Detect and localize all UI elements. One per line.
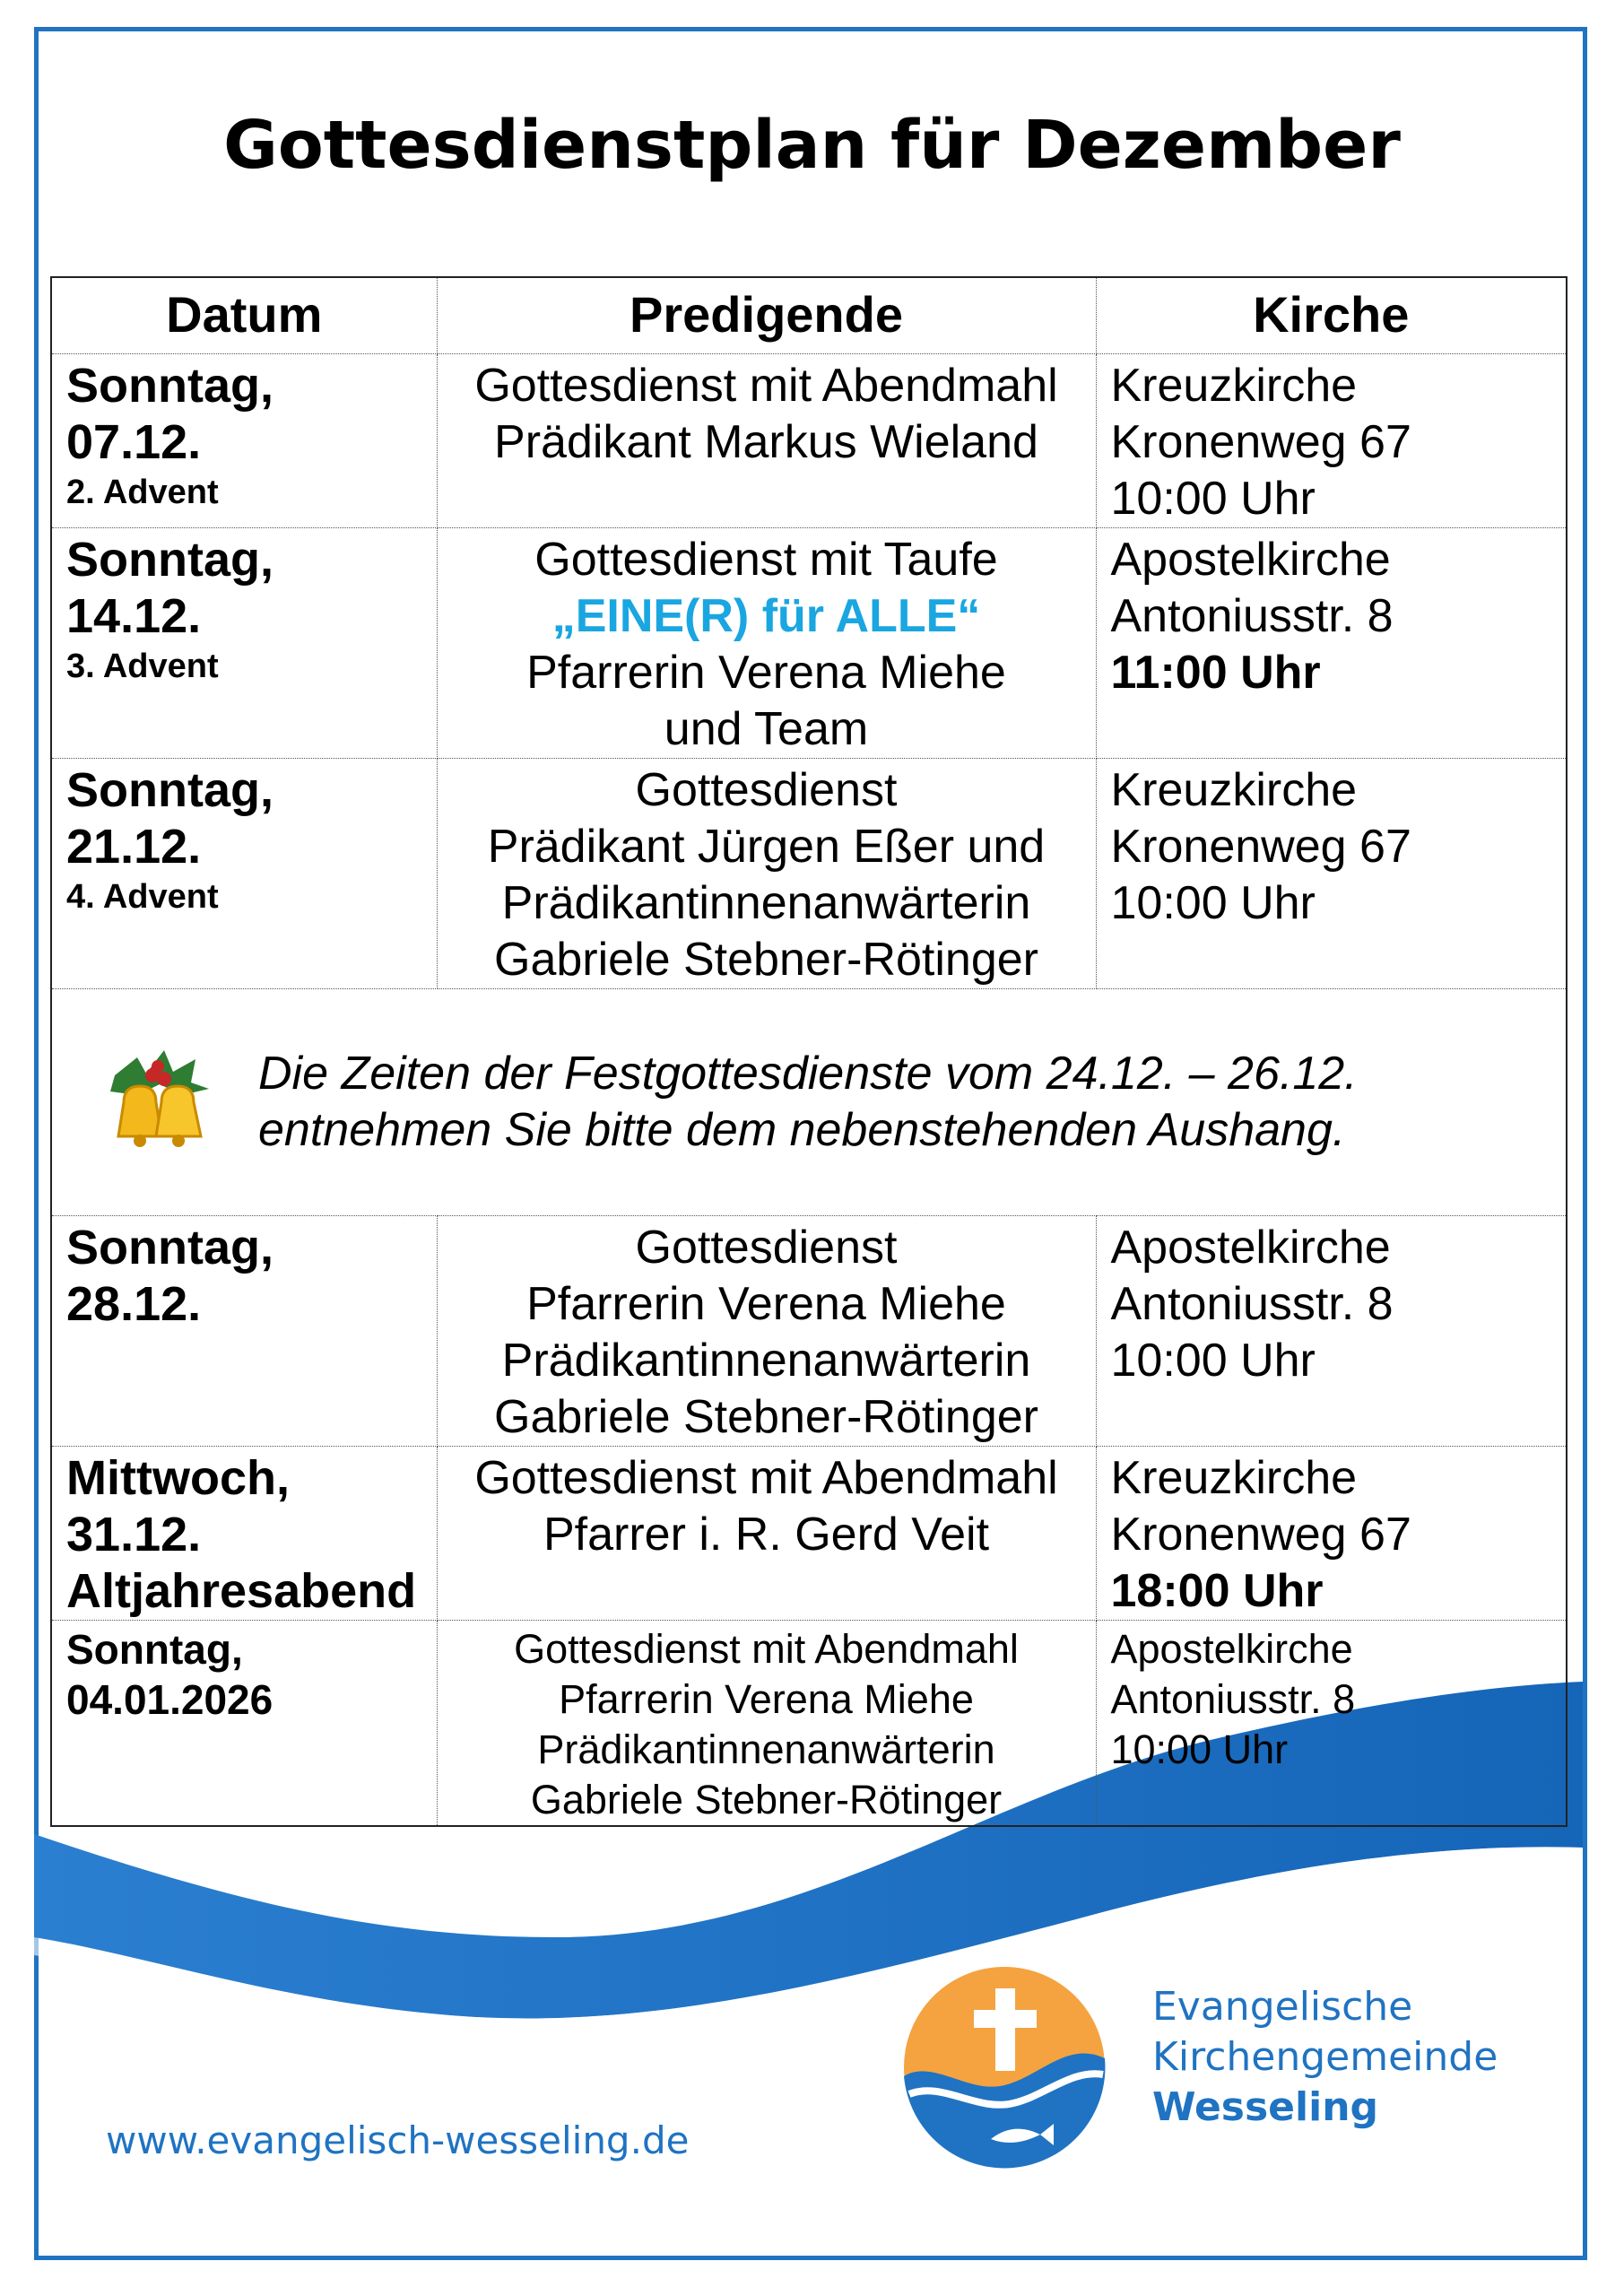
service-time: 18:00 Uhr [1110, 1565, 1324, 1617]
service-time: 11:00 Uhr [1110, 647, 1321, 699]
preacher-name: Pfarrerin Verena Miehe [526, 1278, 1006, 1330]
preacher-cell [437, 1621, 1096, 1827]
header-kirche: Kirche [1096, 277, 1567, 354]
church-name: Kreuzkirche [1110, 360, 1358, 412]
service-time: 10:00 Uhr [1110, 877, 1316, 929]
date: 14.12. [66, 589, 202, 643]
church-cell [1096, 1621, 1567, 1827]
website-url: www.evangelisch-wesseling.de [106, 2118, 690, 2162]
preacher-name: Gabriele Stebner-Rötinger [494, 1391, 1038, 1443]
preacher-cell [437, 1447, 1096, 1621]
christmas-notice-row [51, 989, 1567, 1216]
weekday: Sonntag, [66, 1221, 274, 1274]
weekday: Sonntag, [66, 359, 274, 413]
date-cell [51, 1621, 437, 1827]
church-address: Antoniusstr. 8 [1110, 1278, 1394, 1330]
notice-line-2: entnehmen Sie bitte dem nebenstehenden Aushang. [258, 1104, 1346, 1156]
church-cell [1096, 528, 1567, 759]
preacher-name: Prädikant Markus Wieland [494, 416, 1038, 468]
preacher-name: Prädikantinnenanwärterin [501, 1335, 1031, 1387]
weekday: Sonntag, [66, 1626, 243, 1673]
service-type: Gottesdienst mit Taufe [534, 534, 998, 586]
org-line-2: Kirchengemeinde [1152, 2034, 1498, 2080]
service-type: Gottesdienst mit Abendmahl [474, 360, 1058, 412]
christmas-bells-icon [97, 1039, 222, 1165]
header-predigende: Predigende [437, 277, 1096, 354]
table-row [51, 354, 1567, 528]
org-line-3: Wesseling [1152, 2084, 1379, 2130]
church-address: Kronenweg 67 [1110, 821, 1411, 873]
church-name: Apostelkirche [1110, 534, 1391, 586]
weekday: Sonntag, [66, 763, 274, 817]
service-motto: „EINE(R) für ALLE“ [551, 590, 981, 642]
weekday: Mittwoch, [66, 1451, 290, 1505]
church-name: Apostelkirche [1110, 1626, 1353, 1672]
preacher-cell [437, 528, 1096, 759]
church-address: Kronenweg 67 [1110, 416, 1411, 468]
service-type: Gottesdienst [635, 1222, 898, 1274]
organization-name [1152, 1982, 1498, 2133]
service-type: Gottesdienst mit Abendmahl [474, 1452, 1058, 1504]
table-row [51, 1621, 1567, 1827]
church-cell [1096, 1216, 1567, 1447]
service-time: 10:00 Uhr [1110, 473, 1316, 525]
weekday: Sonntag, [66, 533, 274, 587]
table-row [51, 1447, 1567, 1621]
preacher-name: Pfarrerin Verena Miehe [526, 647, 1006, 699]
table-row [51, 1216, 1567, 1447]
date: 31.12. [66, 1508, 202, 1561]
preacher-team: und Team [664, 703, 869, 755]
service-type: Gottesdienst mit Abendmahl [514, 1626, 1019, 1672]
preacher-name: Prädikantinnenanwärterin [537, 1726, 995, 1772]
preacher-cell [437, 354, 1096, 528]
table-header-row [51, 277, 1567, 354]
table-row [51, 528, 1567, 759]
church-name: Kreuzkirche [1110, 1452, 1358, 1504]
date-cell [51, 528, 437, 759]
service-time: 10:00 Uhr [1110, 1335, 1316, 1387]
preacher-name: Prädikantinnenanwärterin [501, 877, 1031, 929]
preacher-name: Prädikant Jürgen Eßer und [487, 821, 1046, 873]
christmas-notice-cell [51, 989, 1567, 1216]
church-cell [1096, 1447, 1567, 1621]
service-schedule-table [50, 276, 1568, 1827]
date: 28.12. [66, 1277, 202, 1331]
church-address: Antoniusstr. 8 [1110, 1676, 1356, 1722]
occasion: Altjahresabend [66, 1564, 417, 1618]
date: 07.12. [66, 415, 202, 469]
church-logo-icon [897, 1960, 1112, 2175]
preacher-name: Pfarrerin Verena Miehe [559, 1676, 974, 1722]
date-cell [51, 759, 437, 989]
church-address: Antoniusstr. 8 [1110, 590, 1394, 642]
service-type: Gottesdienst [635, 764, 898, 816]
occasion: 2. Advent [66, 474, 219, 511]
date: 21.12. [66, 820, 202, 874]
page-title: Gottesdienstplan für Dezember [223, 107, 1401, 184]
church-name: Kreuzkirche [1110, 764, 1358, 816]
occasion: 4. Advent [66, 878, 219, 916]
table-row [51, 759, 1567, 989]
preacher-name: Gabriele Stebner-Rötinger [494, 934, 1038, 986]
church-name: Apostelkirche [1110, 1222, 1391, 1274]
header-datum: Datum [51, 277, 437, 354]
date-cell [51, 354, 437, 528]
service-time: 10:00 Uhr [1110, 1726, 1289, 1772]
preacher-name: Pfarrer i. R. Gerd Veit [543, 1509, 990, 1561]
occasion: 3. Advent [66, 648, 219, 685]
preacher-name: Gabriele Stebner-Rötinger [530, 1777, 1003, 1822]
notice-line-1: Die Zeiten der Festgottesdienste vom 24.12. – 26.12. [258, 1048, 1358, 1100]
org-line-1: Evangelische [1152, 1984, 1413, 2030]
church-address: Kronenweg 67 [1110, 1509, 1411, 1561]
date-cell [51, 1216, 437, 1447]
church-cell [1096, 759, 1567, 989]
church-cell [1096, 354, 1567, 528]
date-cell [51, 1447, 437, 1621]
date: 04.01.2026 [66, 1676, 274, 1723]
preacher-cell [437, 759, 1096, 989]
preacher-cell [437, 1216, 1096, 1447]
